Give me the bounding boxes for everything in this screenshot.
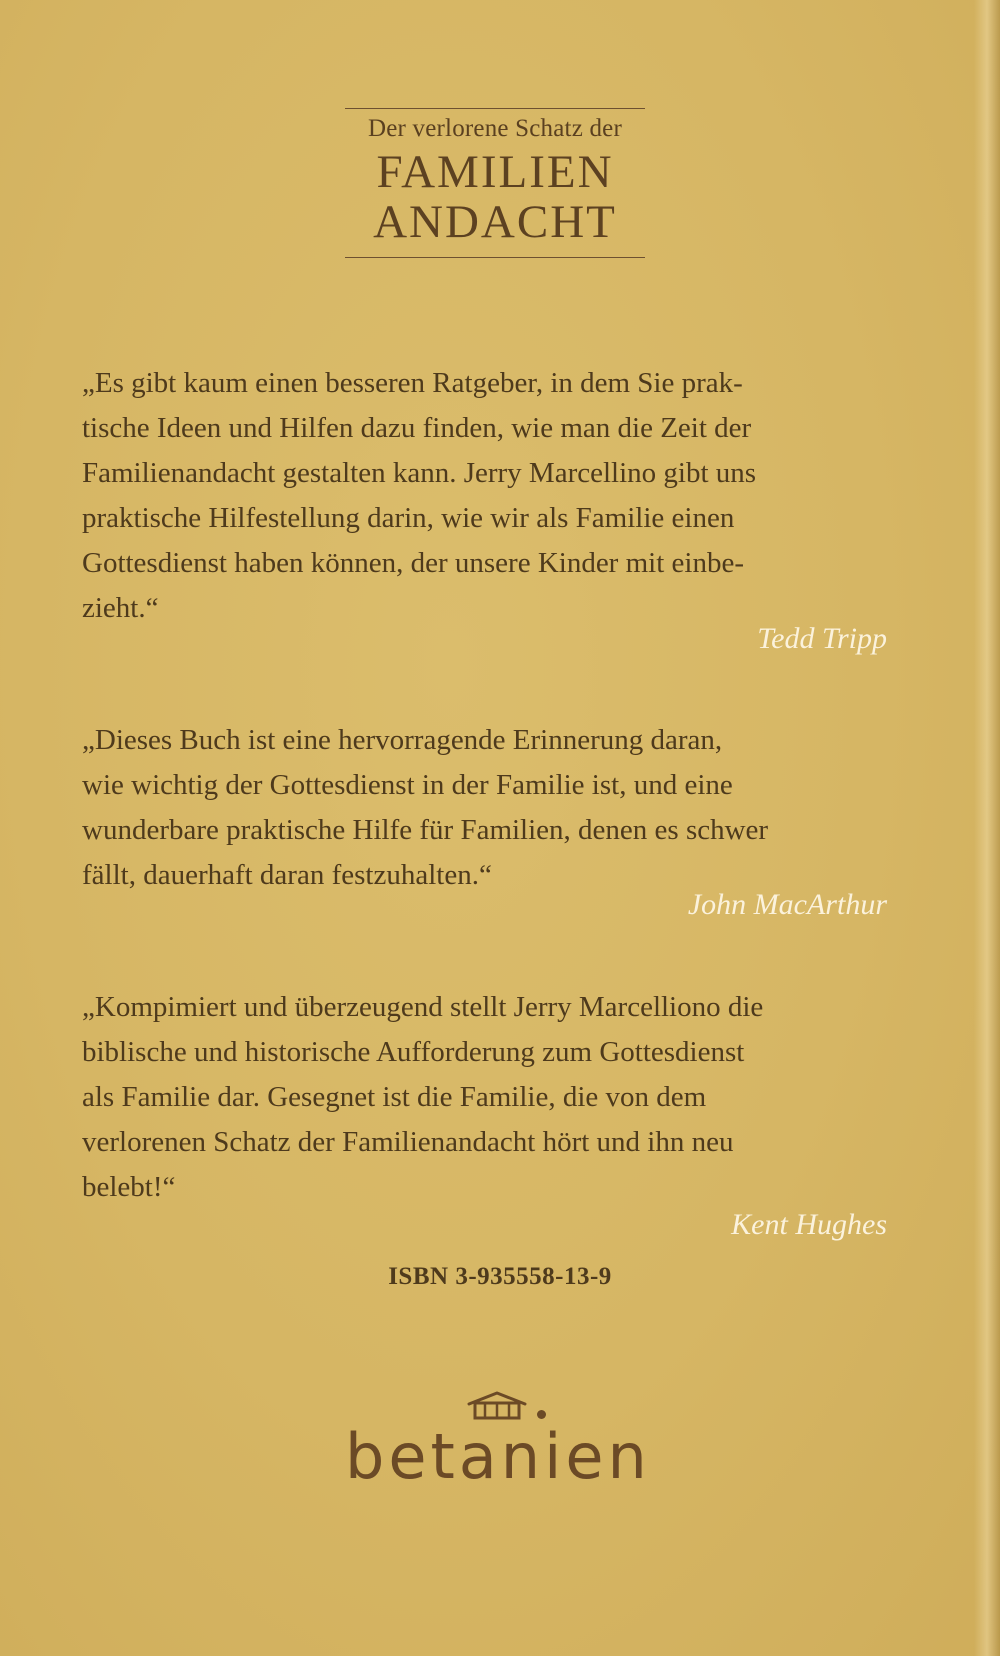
quote-line: praktische Hilfestellung darin, wie wir als Familie einen [82, 502, 735, 534]
quote-line: „Dieses Buch ist eine hervorragende Erinnerung daran, [82, 724, 723, 756]
publisher-name: betanien [345, 1420, 651, 1493]
bottom-rule [345, 257, 645, 258]
title-line-2: ANDACHT [373, 196, 617, 248]
publisher-logo [345, 1390, 655, 1500]
quote-line: belebt!“ [82, 1171, 176, 1203]
quote-line: als Familie dar. Gesegnet ist die Familie, die von dem [82, 1081, 707, 1113]
quote-2 [82, 718, 902, 898]
title-line-1: FAMILIEN [376, 146, 614, 198]
quote-line: wunderbare praktische Hilfe für Familien, denen es schwer [82, 814, 769, 846]
isbn: ISBN 3-935558-13-9 [388, 1263, 612, 1290]
quote-2-author: John MacArthur [687, 888, 887, 921]
quote-line: verlorenen Schatz der Familienandacht hört und ihn neu [82, 1126, 734, 1158]
logo-dot [537, 1410, 546, 1419]
quote-3-author: Kent Hughes [731, 1208, 887, 1241]
quote-line: zieht.“ [82, 592, 159, 624]
top-rule [345, 108, 645, 109]
quote-line: wie wichtig der Gottesdienst in der Familie ist, und eine [82, 769, 733, 801]
quote-1-author: Tedd Tripp [757, 622, 887, 655]
house-icon [467, 1390, 527, 1420]
quote-line: biblische und historische Aufforderung zum Gottesdienst [82, 1036, 745, 1068]
quote-line: „Es gibt kaum einen besseren Ratgeber, in dem Sie prak- [82, 367, 743, 399]
quote-line: „Kompimiert und überzeugend stellt Jerry Marcelliono die [82, 991, 764, 1023]
title-block [345, 108, 645, 258]
subtitle: Der verlorene Schatz der [368, 115, 622, 142]
quote-line: Familienandacht gestalten kann. Jerry Marcellino gibt uns [82, 457, 757, 489]
quote-line: tische Ideen und Hilfen dazu finden, wie man die Zeit der [82, 412, 752, 444]
quote-3 [82, 985, 902, 1210]
quote-line: fällt, dauerhaft daran festzuhalten.“ [82, 859, 492, 891]
quote-1 [82, 361, 902, 631]
quote-line: Gottesdienst haben können, der unsere Kinder mit einbe- [82, 547, 744, 579]
